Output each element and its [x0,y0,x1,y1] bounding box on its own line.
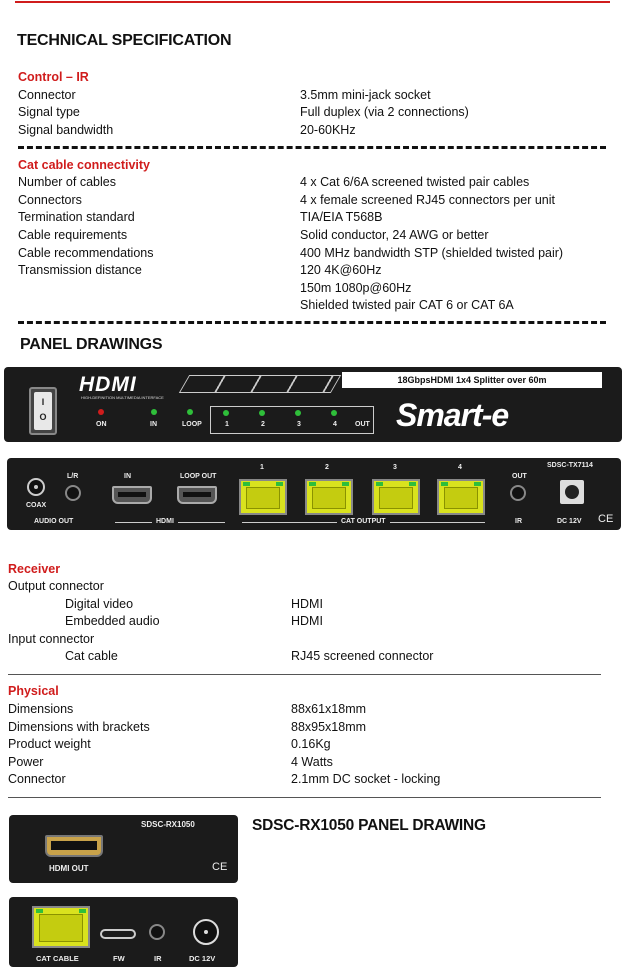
cat-output-label: CAT OUTPUT [337,518,390,525]
spec-value: 88x95x18mm [291,720,367,734]
audio-out-jack[interactable] [65,485,81,501]
loop-out-label: LOOP OUT [180,473,217,480]
rj45-2-label: 2 [325,464,329,471]
page-title: TECHNICAL SPECIFICATION [17,32,232,49]
port-4-led [331,410,337,416]
out-label: OUT [355,421,370,428]
hdmi-logo: HDMI [79,373,137,396]
spec-value: Full duplex (via 2 connections) [300,105,469,119]
spec-value: TIA/EIA T568B [300,210,383,224]
led-on-label: ON [96,421,107,428]
port-4-label: 4 [333,421,337,428]
power-switch[interactable] [29,387,57,435]
port-3-label: 3 [297,421,301,428]
spec-value: 4 x Cat 6/6A screened twisted pair cables [300,175,530,189]
rx-ir-label: IR [154,954,162,963]
control-ir-heading: Control – IR [18,70,89,84]
spec-value: RJ45 screened connector [291,649,434,663]
rx-cat-cable-label: CAT CABLE [36,954,79,963]
ir-out-label: OUT [512,473,527,480]
rj45-3-label: 3 [393,464,397,471]
spec-value: 20-60KHz [300,123,356,137]
tx-front-panel [4,367,622,442]
physical-heading: Physical [8,684,59,698]
spec-value: 4 x female screened RJ45 connectors per unit [300,193,555,207]
rx-dc-label: DC 12V [189,954,216,963]
product-name: 18GbpsHDMI 1x4 Splitter over 60m [342,372,602,388]
tx-rear-panel [7,458,621,530]
decor-stripes [179,375,341,393]
rx-rear-panel [9,897,238,967]
rj45-4-label: 4 [458,464,462,471]
port-2-label: 2 [261,421,265,428]
led-in-label: IN [150,421,157,428]
spec-label: Signal bandwidth [18,123,114,137]
hdmi-group-label: HDMI [152,518,178,525]
spec-value: 88x61x18mm [291,702,367,716]
spec-label: Number of cables [18,175,116,189]
spec-value: 120 4K@60Hz [300,263,382,277]
hdmi-in-port[interactable] [112,486,152,504]
port-3-led [295,410,301,416]
coax-socket[interactable] [27,478,45,496]
spec-label: Termination standard [18,210,135,224]
spec-label: Cable recommendations [18,246,154,260]
spec-label: Connector [8,772,66,786]
fw-usb-port[interactable] [100,929,136,939]
spec-label: Transmission distance [18,263,142,277]
ir-label: IR [515,518,522,525]
rx-hdmi-out-label: HDMI OUT [49,864,89,873]
cat-cable-heading: Cat cable connectivity [18,158,150,172]
spec-label: Signal type [18,105,80,119]
spec-value: HDMI [291,614,323,628]
switch-off-mark: O [39,412,47,422]
spec-label: Cable requirements [18,228,128,242]
spec-value: 2.1mm DC socket - locking [291,772,441,786]
hdmi-logo-sub: HIGH-DEFINITION MULTIMEDIA INTERFACE [81,395,164,400]
input-connector-label: Input connector [8,632,95,646]
rx-ir-jack[interactable] [149,924,165,940]
rj45-port-3[interactable] [372,479,420,515]
rj45-1-label: 1 [260,464,264,471]
rx-model-label: SDSC-RX1050 [141,820,195,829]
in-led [151,409,157,415]
port-1-led [223,410,229,416]
divider [18,146,606,152]
rx-rj45-port[interactable] [32,906,90,948]
panel-drawings-title: PANEL DRAWINGS [20,336,163,353]
audio-out-label: AUDIO OUT [34,518,74,525]
hdmi-loop-port[interactable] [177,486,217,504]
rx-hdmi-out-port[interactable] [45,835,103,857]
rx-front-panel [9,815,238,883]
rx-title: SDSC-RX1050 PANEL DRAWING [252,817,486,834]
spec-label: Connector [18,88,76,102]
spec-label: Connectors [18,193,82,207]
spec-value: Shielded twisted pair CAT 6 or CAT 6A [300,298,514,312]
tx-model-label: SDSC-TX7114 [547,462,593,469]
spec-value: 3.5mm mini-jack socket [300,88,431,102]
top-rule [15,1,610,3]
led-loop-label: LOOP [182,421,202,428]
rj45-port-1[interactable] [239,479,287,515]
rx-dc-socket[interactable] [193,919,219,945]
ce-mark: CE [598,513,614,525]
brand-logo: Smart-e [396,397,509,433]
spec-label: Cat cable [65,649,118,663]
fw-label: FW [113,954,125,963]
port-led-box [210,406,374,434]
loop-led [187,409,193,415]
output-connector-label: Output connector [8,579,104,593]
lr-label: L/R [67,473,79,480]
spec-value: Solid conductor, 24 AWG or better [300,228,489,242]
port-2-led [259,410,265,416]
switch-on-mark: I [41,397,45,407]
spec-value: 400 MHz bandwidth STP (shielded twisted pair) [300,246,564,260]
spec-label: Digital video [65,597,134,611]
rx-ce-mark: CE [212,861,228,873]
receiver-heading: Receiver [8,562,61,576]
spec-value: HDMI [291,597,323,611]
dc-socket[interactable] [560,480,584,504]
spec-label: Power [8,755,44,769]
spec-label: Embedded audio [65,614,160,628]
divider [18,321,606,327]
dc-label: DC 12V [557,518,582,525]
ir-jack[interactable] [510,485,526,501]
spec-value: 0.16Kg [291,737,331,751]
hdmi-in-label: IN [124,473,131,480]
spec-label: Dimensions [8,702,74,716]
divider [8,797,601,798]
spec-label: Product weight [8,737,91,751]
power-led [98,409,104,415]
spec-label: Dimensions with brackets [8,720,150,734]
rj45-port-4[interactable] [437,479,485,515]
spec-value: 4 Watts [291,755,333,769]
port-1-label: 1 [225,421,229,428]
spec-value: 150m 1080p@60Hz [300,281,412,295]
coax-label: COAX [26,502,47,509]
divider [8,674,601,675]
rj45-port-2[interactable] [305,479,353,515]
